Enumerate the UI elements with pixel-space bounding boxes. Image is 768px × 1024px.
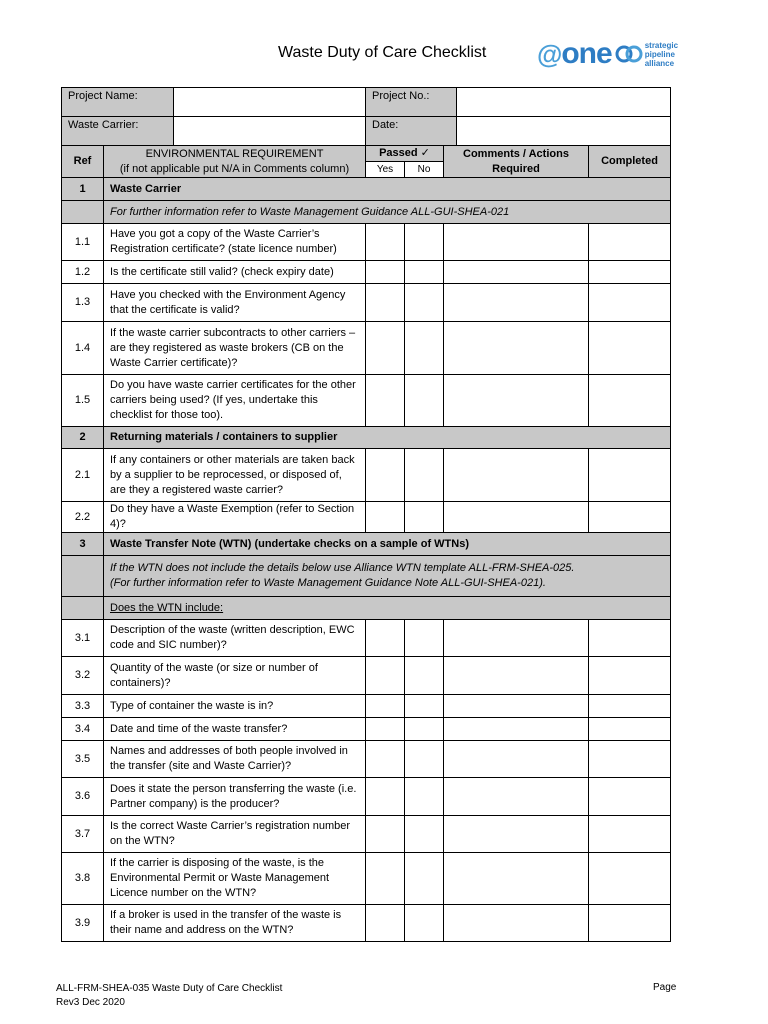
checklist-item-row (62, 284, 671, 322)
yes-cell[interactable] (366, 816, 405, 853)
checklist-item-row (62, 620, 671, 657)
date-field[interactable] (457, 117, 671, 146)
logo-one: one (561, 37, 612, 70)
yes-cell[interactable] (366, 657, 405, 695)
item-text: Date and time of the waste transfer? (104, 718, 366, 741)
header-row (62, 146, 671, 162)
yes-cell[interactable] (366, 853, 405, 905)
section-row (62, 533, 671, 556)
section-note-row (62, 556, 671, 597)
footer-revision: Rev3 Dec 2020 (56, 997, 125, 1008)
checklist-item-row (62, 718, 671, 741)
item-ref: 3.8 (62, 853, 104, 905)
item-ref: 2.1 (62, 449, 104, 502)
checklist-item-row (62, 224, 671, 261)
item-text: Names and addresses of both people involved in the transfer (site and Waste Carrier)? (104, 741, 366, 778)
checklist-table (61, 87, 671, 942)
completed-cell[interactable] (589, 816, 671, 853)
comments-cell[interactable] (444, 284, 589, 322)
item-ref: 1.4 (62, 322, 104, 375)
yes-cell[interactable] (366, 284, 405, 322)
pipeline-link-icon (615, 41, 643, 67)
completed-cell[interactable] (589, 657, 671, 695)
yes-cell[interactable] (366, 375, 405, 427)
item-text: Is the certificate still valid? (check expiry date) (104, 261, 366, 284)
no-cell[interactable] (405, 322, 444, 375)
item-ref: 2.2 (62, 502, 104, 533)
comments-cell[interactable] (444, 322, 589, 375)
yes-cell[interactable] (366, 620, 405, 657)
yes-cell[interactable] (366, 224, 405, 261)
completed-cell[interactable] (589, 741, 671, 778)
comments-cell[interactable] (444, 375, 589, 427)
completed-cell[interactable] (589, 718, 671, 741)
footer-doc-ref: ALL-FRM-SHEA-035 Waste Duty of Care Checklist (56, 983, 283, 994)
yes-cell[interactable] (366, 695, 405, 718)
item-ref: 1.3 (62, 284, 104, 322)
item-ref: 3.7 (62, 816, 104, 853)
completed-cell[interactable] (589, 375, 671, 427)
completed-cell[interactable] (589, 905, 671, 942)
section-note: If the WTN does not include the details below use Alliance WTN template ALL-FRM-SHEA-025. (For further information refer to Waste Management Guidance Note ALL-GUI-SHEA-021). (104, 556, 671, 597)
checklist-item-row (62, 695, 671, 718)
checklist-item-row (62, 322, 671, 375)
completed-cell[interactable] (589, 284, 671, 322)
section-note-row (62, 201, 671, 224)
completed-cell[interactable] (589, 778, 671, 816)
item-text: Do you have waste carrier certificates for the other carriers being used? (If yes, undertake this checklist for those too). (104, 375, 366, 427)
info-row-carrier (62, 117, 671, 146)
item-text: If any containers or other materials are taken back by a supplier to be reprocessed, or disposed of, are they a registered waste carrier? (104, 449, 366, 502)
completed-cell[interactable] (589, 449, 671, 502)
ref-header: Ref (62, 146, 104, 178)
no-cell[interactable] (405, 657, 444, 695)
item-ref: 3.5 (62, 741, 104, 778)
no-header: No (405, 162, 444, 178)
checklist-item-row (62, 778, 671, 816)
comments-cell[interactable] (444, 620, 589, 657)
checklist-item-row (62, 657, 671, 695)
requirement-header: ENVIRONMENTAL REQUIREMENT (if not applicable put N/A in Comments column) (104, 146, 366, 178)
item-ref: 3.6 (62, 778, 104, 816)
no-cell[interactable] (405, 284, 444, 322)
no-cell[interactable] (405, 695, 444, 718)
waste-carrier-field[interactable] (174, 117, 366, 146)
yes-cell[interactable] (366, 905, 405, 942)
yes-cell[interactable] (366, 741, 405, 778)
comments-cell[interactable] (444, 261, 589, 284)
item-ref: 3.9 (62, 905, 104, 942)
item-text: Description of the waste (written description, EWC code and SIC number)? (104, 620, 366, 657)
comments-cell[interactable] (444, 853, 589, 905)
section-note: For further information refer to Waste Management Guidance ALL-GUI-SHEA-021 (104, 201, 671, 224)
comments-cell[interactable] (444, 695, 589, 718)
completed-cell[interactable] (589, 322, 671, 375)
checklist-item-row (62, 261, 671, 284)
item-text: If the carrier is disposing of the waste, is the Environmental Permit or Waste Management Licence number on the WTN? (104, 853, 366, 905)
section-row (62, 427, 671, 449)
section-title: Waste Carrier (104, 178, 671, 201)
comments-cell[interactable] (444, 718, 589, 741)
document-title: Waste Duty of Care Checklist (278, 44, 487, 61)
comments-cell[interactable] (444, 905, 589, 942)
checklist-item-row (62, 853, 671, 905)
no-cell[interactable] (405, 778, 444, 816)
item-ref: 3.3 (62, 695, 104, 718)
checklist-item-row (62, 816, 671, 853)
comments-header: Comments / Actions Required (444, 146, 589, 178)
project-name-label: Project Name: (62, 88, 174, 117)
yes-cell[interactable] (366, 502, 405, 533)
checklist-item-row (62, 905, 671, 942)
yes-cell[interactable] (366, 449, 405, 502)
item-text: Have you checked with the Environment Agency that the certificate is valid? (104, 284, 366, 322)
comments-cell[interactable] (444, 816, 589, 853)
item-ref: 1.1 (62, 224, 104, 261)
completed-cell[interactable] (589, 695, 671, 718)
item-text: Type of container the waste is in? (104, 695, 366, 718)
comments-cell[interactable] (444, 502, 589, 533)
yes-header: Yes (366, 162, 405, 178)
checklist-item-row (62, 502, 671, 533)
section-ref: 2 (62, 427, 104, 449)
item-text: If a broker is used in the transfer of the waste is their name and address on the WTN? (104, 905, 366, 942)
checklist-item-row (62, 375, 671, 427)
item-ref: 1.2 (62, 261, 104, 284)
no-cell[interactable] (405, 375, 444, 427)
checklist-item-row (62, 741, 671, 778)
item-text: If the waste carrier subcontracts to other carriers – are they registered as waste brokers (CB on the Waste Carrier certificate)? (104, 322, 366, 375)
completed-header: Completed (589, 146, 671, 178)
completed-cell[interactable] (589, 620, 671, 657)
date-label: Date: (366, 117, 457, 146)
completed-cell[interactable] (589, 853, 671, 905)
item-ref: 3.1 (62, 620, 104, 657)
info-row-project (62, 88, 671, 117)
item-text: Does it state the person transferring the waste (i.e. Partner company) is the producer? (104, 778, 366, 816)
footer-page-label: Page (653, 982, 677, 993)
section-ref: 3 (62, 533, 104, 556)
completed-cell[interactable] (589, 261, 671, 284)
item-text: Have you got a copy of the Waste Carrier’s Registration certificate? (state licence number) (104, 224, 366, 261)
item-ref: 3.2 (62, 657, 104, 695)
no-cell[interactable] (405, 620, 444, 657)
logo-tagline: strategic pipeline alliance (644, 40, 679, 68)
completed-cell[interactable] (589, 224, 671, 261)
no-cell[interactable] (405, 224, 444, 261)
comments-cell[interactable] (444, 741, 589, 778)
yes-cell[interactable] (366, 718, 405, 741)
checklist-item-row (62, 449, 671, 502)
no-cell[interactable] (405, 718, 444, 741)
item-text: Is the correct Waste Carrier’s registration number on the WTN? (104, 816, 366, 853)
comments-cell[interactable] (444, 449, 589, 502)
no-cell[interactable] (405, 261, 444, 284)
section-title: Returning materials / containers to supplier (104, 427, 671, 449)
no-cell[interactable] (405, 502, 444, 533)
section-ref: 1 (62, 178, 104, 201)
item-text: Quantity of the waste (or size or number of containers)? (104, 657, 366, 695)
section-subheading: Does the WTN include: (104, 597, 671, 620)
yes-cell[interactable] (366, 778, 405, 816)
no-cell[interactable] (405, 741, 444, 778)
no-cell[interactable] (405, 816, 444, 853)
page-footer (56, 982, 282, 1010)
yes-cell[interactable] (366, 261, 405, 284)
section-subheading-row (62, 597, 671, 620)
alliance-logo (537, 36, 678, 72)
waste-carrier-label: Waste Carrier: (62, 117, 174, 146)
no-cell[interactable] (405, 853, 444, 905)
project-no-field[interactable] (457, 88, 671, 117)
completed-cell[interactable] (589, 502, 671, 533)
comments-cell[interactable] (444, 224, 589, 261)
no-cell[interactable] (405, 905, 444, 942)
item-ref: 3.4 (62, 718, 104, 741)
comments-cell[interactable] (444, 778, 589, 816)
section-title: Waste Transfer Note (WTN) (undertake checks on a sample of WTNs) (104, 533, 671, 556)
no-cell[interactable] (405, 449, 444, 502)
project-name-field[interactable] (174, 88, 366, 117)
project-no-label: Project No.: (366, 88, 457, 117)
comments-cell[interactable] (444, 657, 589, 695)
section-row (62, 178, 671, 201)
passed-header: Passed ✓ (366, 146, 444, 162)
yes-cell[interactable] (366, 322, 405, 375)
item-ref: 1.5 (62, 375, 104, 427)
item-text: Do they have a Waste Exemption (refer to Section 4)? (104, 502, 366, 533)
logo-at: @ (537, 39, 562, 69)
